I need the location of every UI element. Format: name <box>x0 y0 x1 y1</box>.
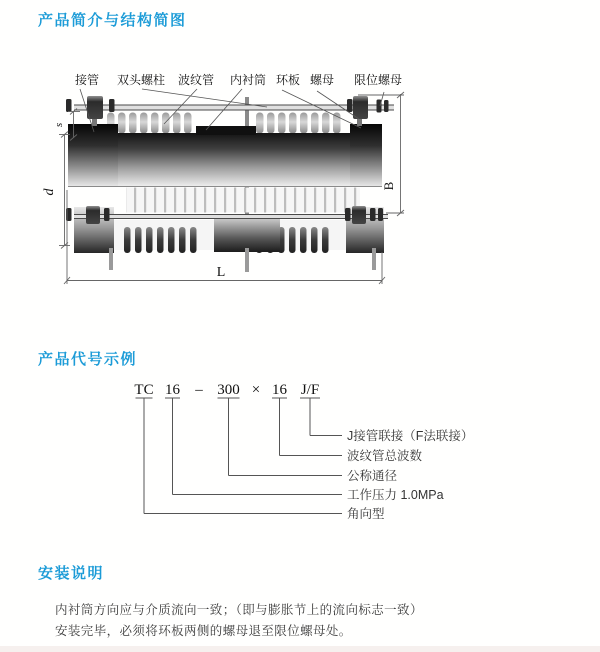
code-connectors <box>136 398 343 514</box>
part-label-xianweiluomu: 限位螺母 <box>353 73 403 87</box>
code-seg-times: × <box>251 382 261 398</box>
limit-nut-left <box>66 99 72 112</box>
part-label-jieguan: 接管 <box>74 73 100 87</box>
section-title-intro: 产品简介与结构简图 <box>38 12 187 29</box>
part-label-neichentong: 内衬筒 <box>229 73 267 87</box>
callout-connection: J接管联接（F法联接） <box>347 429 474 443</box>
dim-label-l: L <box>216 265 226 280</box>
dim-label-b: B <box>381 181 396 191</box>
part-label-bowenguan: 波纹管 <box>177 73 215 87</box>
nut-left <box>87 96 103 119</box>
limit-nut-right <box>377 100 382 113</box>
structure-diagram <box>28 62 468 312</box>
callout-pressure: 工作压力 1.0MPa <box>347 488 444 502</box>
dim-label-s: s <box>53 122 65 128</box>
lower-assembly <box>66 206 388 272</box>
dim-label-d: d <box>42 188 57 196</box>
code-callouts <box>347 428 473 521</box>
part-label-luomu: 螺母 <box>309 73 335 87</box>
tie-rod-upper <box>66 96 394 126</box>
code-seg-dash: – <box>195 382 203 398</box>
code-seg-waves: 16 <box>272 382 287 398</box>
nut-right <box>353 96 368 119</box>
code-segments <box>134 382 319 398</box>
callout-diameter: 公称通径 <box>347 469 398 483</box>
product-code-chart <box>125 375 475 530</box>
callout-type: 角向型 <box>347 507 385 521</box>
part-label-shuangtouluozhu: 双头螺柱 <box>116 73 166 87</box>
install-note-line1: 内衬筒方向应与介质流向一致；（即与膨胀节上的流向标志一致） <box>55 603 423 617</box>
code-seg-type: TC <box>134 382 154 398</box>
part-labels <box>75 72 402 87</box>
section-title-install: 安装说明 <box>38 565 105 582</box>
section-title-code: 产品代号示例 <box>38 351 138 368</box>
page-footer-strip <box>0 646 600 652</box>
install-note-line2: 安装完毕，必须将环板两侧的螺母退至限位螺母处。 <box>55 624 352 638</box>
bore-stripes <box>126 188 360 213</box>
code-seg-pressure: 16 <box>165 382 180 398</box>
part-label-huanban: 环板 <box>275 73 301 87</box>
upper-shell <box>68 124 382 187</box>
callout-waves: 波纹管总波数 <box>347 449 423 463</box>
code-seg-conn: J/F <box>300 382 320 398</box>
code-seg-diameter: 300 <box>217 382 240 398</box>
